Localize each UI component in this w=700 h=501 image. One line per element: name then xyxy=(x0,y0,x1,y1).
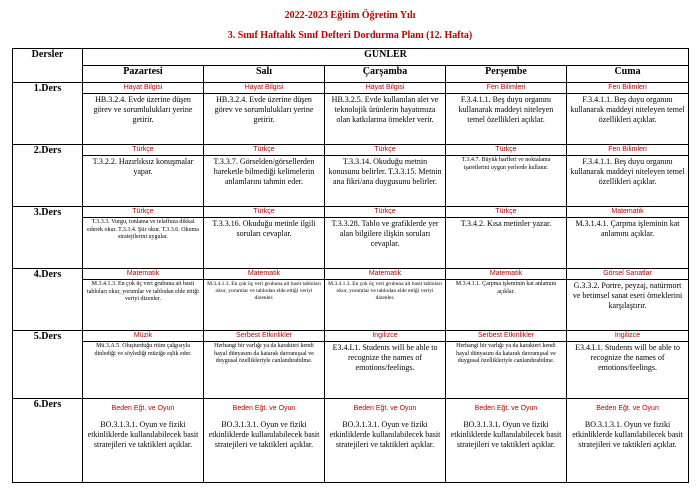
lesson-cell xyxy=(446,269,567,331)
day-header-tuesday: Salı xyxy=(204,66,325,83)
lesson-cell xyxy=(446,331,567,399)
subject-label: Türkçe xyxy=(204,207,324,218)
lesson-cell xyxy=(567,207,689,269)
subject-label: Hayat Bilgisi xyxy=(204,83,324,94)
lesson-cell xyxy=(83,269,204,331)
table-row xyxy=(13,207,689,269)
lesson-label: 3.Ders xyxy=(13,207,83,269)
lesson-cell xyxy=(204,269,325,331)
lesson-cell xyxy=(83,399,204,483)
lesson-content: M.3.4.1.1. Çarpma işleminin kat anlamını açıklar. xyxy=(455,281,557,295)
day-header-friday: Cuma xyxy=(567,66,689,83)
lesson-content: M.3.4.1.3. En çok üç veri grubuna ait basit tabloları okur, yorumlar ve tablodan elde ettiği veriyi dizenler. xyxy=(87,281,199,302)
table-row xyxy=(13,145,689,207)
lesson-content: Mü.3.A.5. Oluşturduğu ritim çalgısıyla dinlediği ve söylediği müziğe eşlik eder. xyxy=(94,343,192,357)
lesson-cell xyxy=(83,207,204,269)
lesson-cell xyxy=(325,399,446,483)
subject-label: Görsel Sanatlar xyxy=(567,269,688,280)
subject-label: İngilizce xyxy=(325,331,445,342)
document-subtitle: 3. Sınıf Haftalık Sınıf Defteri Dordurma Planı (12. Hafta) xyxy=(227,30,473,41)
subject-label: Türkçe xyxy=(83,145,203,156)
lesson-cell xyxy=(325,331,446,399)
lesson-cell xyxy=(446,145,567,207)
lesson-content: BO.3.1.3.1. Oyun ve fiziki etkinliklerde kullanılabilecek basit stratejileri ve taktikleri açıklar. xyxy=(572,420,683,449)
subject-label: Müzik xyxy=(83,331,203,342)
lesson-cell xyxy=(204,399,325,483)
day-header-wednesday: Çarşamba xyxy=(325,66,446,83)
lesson-content: T.3.3.28. Tablo ve grafiklerde yer alan bilgilere ilişkin soruları cevaplar. xyxy=(331,219,439,248)
lesson-label: 2.Ders xyxy=(13,145,83,207)
subject-label: Türkçe xyxy=(83,207,203,218)
lesson-cell xyxy=(204,83,325,145)
lesson-cell xyxy=(204,207,325,269)
day-header-thursday: Perşembe xyxy=(446,66,567,83)
lesson-cell xyxy=(446,399,567,483)
subject-label: Hayat Bilgisi xyxy=(83,83,203,94)
document-title: 2022-2023 Eğitim Öğretim Yılı xyxy=(284,10,416,21)
lesson-cell xyxy=(325,83,446,145)
lesson-content: T.3.3.16. Okuduğu metinle ilgili soruları cevaplar. xyxy=(212,219,316,238)
lesson-cell xyxy=(325,145,446,207)
lesson-cell xyxy=(446,83,567,145)
lesson-content: HB.3.2.4. Evde üzerine düşen görev ve sorumlulukları yerine getirir. xyxy=(93,95,193,124)
day-header-monday: Pazartesi xyxy=(83,66,204,83)
lesson-content: F.3.4.1.1. Beş duyu organını kullanarak maddeyi niteleyen temel özellikleri açıklar. xyxy=(570,95,685,124)
lesson-content: E3.4.L1. Students will be able to recognize the names of emotions/feelings. xyxy=(575,343,680,372)
dersler-header: Dersler xyxy=(13,49,83,83)
lesson-content: HB.3.2.5. Evde kullanılan alet ve teknolojik ürünlerin hayatımıza olan katkılarına örnekler verir. xyxy=(331,95,439,124)
lesson-cell xyxy=(567,145,689,207)
lesson-cell xyxy=(83,331,204,399)
lesson-cell xyxy=(446,207,567,269)
lesson-content: T.3.3.3. Vurgu, tonlama ve telaffuza dikkat ederek okur. T.3.3.4. Şiir okur. T.3.3.6. Okuma stratejilerini uygular. xyxy=(87,219,199,240)
lesson-cell xyxy=(204,145,325,207)
lesson-content: M.3.4.1.3. En çok üç veri grubuna ait basit tabloları okur, yorumlar ve tablodan elde ettiği veriyi dizenler. xyxy=(328,281,442,301)
table-row xyxy=(13,269,689,331)
subject-label: Beden Eğt. ve Oyun xyxy=(596,405,659,412)
subject-label: Matematik xyxy=(446,269,566,280)
lesson-cell xyxy=(83,83,204,145)
subject-label: Fen Bilimleri xyxy=(446,83,566,94)
lesson-cell xyxy=(325,269,446,331)
lesson-cell xyxy=(567,399,689,483)
lesson-cell xyxy=(83,145,204,207)
lesson-content: T.3.3.14. Okuduğu metnin konusunu belirler. T.3.3.15. Metnin ana fikri/ana duygusunu belirler. xyxy=(328,157,442,186)
gunler-header: GÜNLER xyxy=(83,49,689,66)
subject-label: Fen Bilimleri xyxy=(567,145,688,156)
subject-label: Serbest Etkinlikler xyxy=(204,331,324,342)
subject-label: İngilizce xyxy=(567,331,688,342)
table-row xyxy=(13,399,689,483)
lesson-content: BO.3.1.3.1. Oyun ve fiziki etkinliklerde kullanılabilecek basit stratejileri ve taktikleri açıklar. xyxy=(208,420,320,449)
weekly-plan-table xyxy=(12,48,689,483)
subject-label: Hayat Bilgisi xyxy=(325,83,445,94)
lesson-cell xyxy=(204,331,325,399)
lesson-content: G.3.3.2. Portre, peyzaj, natürmort ve betimsel sanat eseri örneklerini karşılaştırır. xyxy=(572,281,683,310)
subject-label: Beden Eğt. ve Oyun xyxy=(111,405,175,412)
lesson-label: 6.Ders xyxy=(13,399,83,483)
subject-label: Beden Eğt. ve Oyun xyxy=(232,405,296,412)
lesson-content: M.3.1.4.1. Çarpma işleminin kat anlamını açıklar. xyxy=(575,219,680,238)
subject-label: Türkçe xyxy=(446,145,566,156)
lesson-content: BO.3.1.3.1. Oyun ve fiziki etkinliklerde kullanılabilecek basit stratejileri ve taktikleri açıklar. xyxy=(329,420,441,449)
subject-label: Türkçe xyxy=(325,145,445,156)
subject-label: Beden Eğt. ve Oyun xyxy=(353,405,417,412)
subject-label: Matematik xyxy=(204,269,324,280)
lesson-content: BO.3.1.3.1. Oyun ve fiziki etkinliklerde kullanılabilecek basit stratejileri ve taktikleri açıklar. xyxy=(87,420,199,449)
lesson-label: 4.Ders xyxy=(13,269,83,331)
lesson-cell xyxy=(325,207,446,269)
subject-label: Matematik xyxy=(567,207,688,218)
lesson-cell xyxy=(567,269,689,331)
subject-label: Matematik xyxy=(325,269,445,280)
lesson-label: 5.Ders xyxy=(13,331,83,399)
lesson-content: F.3.4.1.1. Beş duyu organını kullanarak maddeyi niteleyen temel özellikleri açıklar. xyxy=(458,95,554,124)
subject-label: Beden Eğt. ve Oyun xyxy=(474,405,538,412)
lesson-content: M.3.4.1.3. En çok üç veri grubuna ait basit tabloları okur, yorumlar ve tablodan elde ettiği veriyi dizenler. xyxy=(207,281,321,301)
lesson-content: F.3.4.1.1. Beş duyu organını kullanarak maddeyi niteleyen temel özellikleri açıklar. xyxy=(570,157,685,186)
subject-label: Matematik xyxy=(83,269,203,280)
lesson-content: Herhangi bir varlığı ya da karakteri kendi hayal dünyasını da katarak davranışsal ve duygusal özellikleriyle canlandırabilme. xyxy=(456,343,556,364)
lesson-content: Herhangi bir varlığı ya da karakteri kendi hayal dünyasını da katarak davranışsal ve duygusal özellikleriyle canlandırabilme. xyxy=(214,343,314,364)
lesson-content: T.3.4.7. Büyük harfleri ve noktalama işaretlerini uygun yerlerde kullanır. xyxy=(461,157,551,171)
subject-label: Türkçe xyxy=(204,145,324,156)
subject-label: Türkçe xyxy=(325,207,445,218)
table-row xyxy=(13,331,689,399)
lesson-content: HB.3.2.4. Evde üzerine düşen görev ve sorumlulukları yerine getirir. xyxy=(214,95,314,124)
lesson-cell xyxy=(567,83,689,145)
lesson-cell xyxy=(567,331,689,399)
lesson-content: BO.3.1.3.1. Oyun ve fiziki etkinliklerde kullanılabilecek basit stratejileri ve taktikleri açıklar. xyxy=(450,420,562,449)
lesson-content: T.3.4.2. Kısa metinler yazar. xyxy=(460,219,552,228)
table-row xyxy=(13,83,689,145)
subject-label: Türkçe xyxy=(446,207,566,218)
lesson-label: 1.Ders xyxy=(13,83,83,145)
lesson-content: E3.4.L1. Students will be able to recognize the names of emotions/feelings. xyxy=(332,343,438,372)
subject-label: Serbest Etkinlikler xyxy=(446,331,566,342)
subject-label: Fen Bilimleri xyxy=(567,83,688,94)
lesson-content: T.3.2.2. Hazırlıksız konuşmalar yapar. xyxy=(92,157,194,176)
lesson-content: T.3.3.7. Görselden/görsellerden hareketle bilmediği kelimelerin anlamlarını tahmin eder. xyxy=(213,157,315,186)
